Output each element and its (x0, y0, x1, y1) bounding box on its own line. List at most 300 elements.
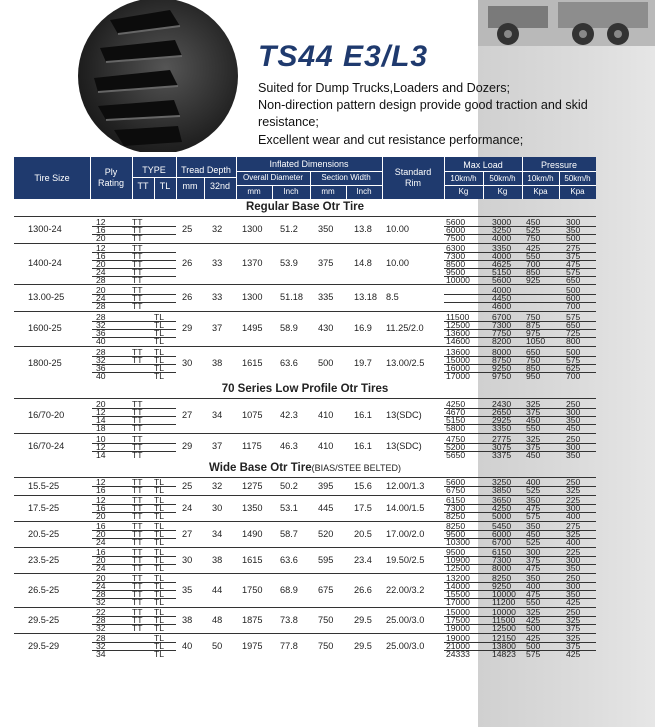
ply-rating: 24 (96, 293, 106, 303)
pressure-10: 950 (526, 371, 541, 381)
ply-rating: 12 (96, 495, 106, 505)
type-tl: TL (154, 355, 165, 365)
overall-diameter-inch: 58.7 (280, 529, 298, 539)
pressure-50: 575 (566, 267, 581, 277)
standard-rim: 22.00/3.2 (386, 585, 425, 595)
pressure-50: 325 (566, 529, 581, 539)
pressure-50: 350 (566, 415, 581, 425)
pressure-10: 750 (526, 233, 541, 243)
tire-photo (70, 0, 240, 152)
ply-rating: 16 (96, 251, 106, 261)
max-load-10: 7300 (446, 251, 466, 261)
type-tt: TT (132, 243, 143, 253)
tire-size: 29.5-25 (28, 615, 60, 625)
max-load-50: 8750 (492, 355, 512, 365)
max-load-10: 19000 (446, 633, 470, 643)
type-tl: TL (154, 589, 165, 599)
pressure-50: 650 (566, 320, 581, 330)
col-sw-mm: mm (321, 187, 335, 196)
overall-diameter-inch: 50.2 (280, 481, 298, 491)
max-load-10: 5800 (446, 423, 466, 433)
section-title-text: Wide Base Otr Tire (209, 462, 312, 474)
col-load-50: 50km/h (489, 174, 516, 183)
tire-group (14, 311, 596, 346)
section-width-inch: 16.9 (354, 323, 372, 333)
max-load-10: 11500 (446, 312, 470, 322)
max-load-10: 16000 (446, 363, 470, 373)
type-tl: TL (154, 607, 165, 617)
pressure-10: 525 (526, 225, 541, 235)
pressure-50: 725 (566, 328, 581, 338)
standard-rim: 13(SDC) (386, 441, 422, 451)
tread-32nd: 33 (212, 292, 223, 302)
tread-mm: 29 (182, 323, 193, 333)
section-width-mm: 750 (318, 641, 334, 651)
pressure-50: 300 (566, 555, 581, 565)
pressure-10: 450 (526, 415, 541, 425)
pressure-50: 350 (566, 589, 581, 599)
tire-group (14, 284, 596, 311)
pressure-50: 250 (566, 399, 581, 409)
type-tt: TT (132, 415, 143, 425)
overall-diameter-inch: 77.8 (280, 641, 298, 651)
max-load-50: 9750 (492, 371, 512, 381)
tire-size: 17.5-25 (28, 503, 60, 513)
overall-diameter-mm: 1750 (242, 585, 263, 595)
pressure-50: 300 (566, 581, 581, 591)
section-width-inch: 20.5 (354, 529, 372, 539)
pressure-50: 350 (566, 563, 581, 573)
ply-rating: 32 (96, 597, 106, 607)
tread-32nd: 48 (212, 615, 223, 625)
ply-rating: 20 (96, 573, 106, 583)
type-tt: TT (132, 623, 143, 633)
max-load-50: 3000 (492, 217, 512, 227)
pressure-10: 450 (526, 450, 541, 460)
type-tt: TT (132, 251, 143, 261)
pressure-50: 425 (566, 649, 581, 659)
pressure-50: 400 (566, 537, 581, 547)
col-tt: TT (137, 181, 149, 191)
max-load-10: 7300 (446, 503, 466, 513)
type-tt: TT (132, 450, 143, 460)
table-row (14, 372, 596, 380)
col-pressure-10: 10km/h (527, 174, 554, 183)
table-row (14, 650, 596, 658)
pressure-10: 350 (526, 573, 541, 583)
max-load-10: 17500 (446, 615, 470, 625)
ply-rating: 20 (96, 399, 106, 409)
overall-diameter-inch: 46.3 (280, 441, 298, 451)
tread-mm: 27 (182, 410, 193, 420)
max-load-10: 24333 (446, 649, 470, 659)
col-load-kg-10: Kg (458, 187, 469, 196)
tread-mm: 38 (182, 615, 193, 625)
col-mm: mm (182, 181, 198, 191)
ply-rating: 20 (96, 555, 106, 565)
pressure-10: 350 (526, 521, 541, 531)
type-tl: TL (154, 477, 165, 487)
tread-32nd: 34 (212, 529, 223, 539)
ply-rating: 12 (96, 217, 106, 227)
section-width-mm: 430 (318, 323, 334, 333)
type-tt: TT (132, 301, 143, 311)
max-load-10: 10300 (446, 537, 470, 547)
tire-size: 26.5-25 (28, 585, 60, 595)
pressure-50: 700 (566, 301, 581, 311)
pressure-10: 975 (526, 328, 541, 338)
description-line: resistance; (258, 115, 319, 130)
type-tl: TL (154, 597, 165, 607)
pressure-10: 1050 (526, 336, 546, 346)
ply-rating: 10 (96, 434, 106, 444)
pressure-10: 475 (526, 563, 541, 573)
pressure-50: 325 (566, 633, 581, 643)
max-load-10: 12500 (446, 563, 470, 573)
type-tt: TT (132, 285, 143, 295)
pressure-50: 350 (566, 225, 581, 235)
tire-size: 16/70-20 (28, 410, 65, 420)
tread-32nd: 30 (212, 503, 223, 513)
pressure-50: 500 (566, 347, 581, 357)
overall-diameter-mm: 1975 (242, 641, 263, 651)
max-load-50: 4450 (492, 293, 512, 303)
max-load-50: 7300 (492, 320, 512, 330)
section-width-mm: 595 (318, 555, 334, 565)
tread-32nd: 38 (212, 555, 223, 565)
tread-mm: 30 (182, 358, 193, 368)
type-tt: TT (132, 563, 143, 573)
max-load-10: 5600 (446, 477, 466, 487)
pressure-10: 700 (526, 259, 541, 269)
max-load-50: 9250 (492, 581, 512, 591)
pressure-10: 500 (526, 641, 541, 651)
max-load-10: 6150 (446, 495, 466, 505)
pressure-10: 875 (526, 320, 541, 330)
pressure-50: 225 (566, 495, 581, 505)
tire-group (14, 243, 596, 284)
max-load-10: 5200 (446, 442, 466, 452)
ply-rating: 12 (96, 243, 106, 253)
type-tt: TT (132, 423, 143, 433)
max-load-10: 19000 (446, 623, 470, 633)
max-load-50: 3350 (492, 423, 512, 433)
ply-rating: 16 (96, 547, 106, 557)
max-load-10: 4670 (446, 407, 466, 417)
section-title (14, 460, 596, 477)
overall-diameter-inch: 53.9 (280, 258, 298, 268)
col-sw-inch: Inch (356, 187, 372, 196)
standard-rim: 19.50/2.5 (386, 555, 425, 565)
pressure-50: 300 (566, 503, 581, 513)
type-tl: TL (154, 371, 165, 381)
tread-mm: 27 (182, 529, 193, 539)
tire-size: 23.5-25 (28, 555, 60, 565)
ply-rating: 12 (96, 477, 106, 487)
pressure-50: 275 (566, 521, 581, 531)
section-width-inch: 23.4 (354, 555, 372, 565)
page-title: TS44 E3/L3 (258, 40, 429, 73)
pressure-10: 400 (526, 581, 541, 591)
type-tt: TT (132, 267, 143, 277)
section-title (14, 199, 596, 216)
tire-group (14, 216, 596, 243)
overall-diameter-inch: 63.6 (280, 358, 298, 368)
max-load-50: 4000 (492, 251, 512, 261)
pressure-50: 250 (566, 607, 581, 617)
max-load-10: 15000 (446, 355, 470, 365)
tread-mm: 30 (182, 555, 193, 565)
pressure-50: 500 (566, 233, 581, 243)
pressure-50: 450 (566, 423, 581, 433)
type-tl: TL (154, 563, 165, 573)
ply-rating: 36 (96, 363, 106, 373)
tire-group (14, 547, 596, 573)
max-load-50: 7300 (492, 555, 512, 565)
overall-diameter-inch: 53.1 (280, 503, 298, 513)
ply-rating: 28 (96, 301, 106, 311)
max-load-10: 15500 (446, 589, 470, 599)
max-load-10: 13600 (446, 347, 470, 357)
ply-rating: 18 (96, 423, 106, 433)
max-load-50: 5450 (492, 521, 512, 531)
table-row (14, 624, 596, 632)
tire-group (14, 607, 596, 633)
tire-group (14, 521, 596, 547)
max-load-50: 5000 (492, 511, 512, 521)
ply-rating: 32 (96, 641, 106, 651)
max-load-10: 9500 (446, 267, 466, 277)
ply-rating: 28 (96, 347, 106, 357)
section-subtitle: (BIAS/STEE BELTED) (311, 463, 401, 473)
max-load-50: 6700 (492, 537, 512, 547)
pressure-10: 375 (526, 442, 541, 452)
max-load-50: 3250 (492, 225, 512, 235)
section-width-mm: 520 (318, 529, 334, 539)
max-load-10: 5150 (446, 415, 466, 425)
tire-group (14, 573, 596, 607)
type-tl: TL (154, 363, 165, 373)
pressure-50: 375 (566, 641, 581, 651)
max-load-50: 2775 (492, 434, 512, 444)
tread-32nd: 34 (212, 410, 223, 420)
pressure-10: 325 (526, 434, 541, 444)
type-tt: TT (132, 607, 143, 617)
section-width-inch: 16.1 (354, 441, 372, 451)
overall-diameter-mm: 1615 (242, 555, 263, 565)
tire-size: 1800-25 (28, 358, 62, 368)
section-width-inch: 26.6 (354, 585, 372, 595)
overall-diameter-inch: 63.6 (280, 555, 298, 565)
type-tl: TL (154, 521, 165, 531)
tread-32nd: 32 (212, 224, 223, 234)
type-tt: TT (132, 485, 143, 495)
tread-mm: 24 (182, 503, 193, 513)
pressure-10: 400 (526, 477, 541, 487)
type-tt: TT (132, 407, 143, 417)
type-tl: TL (154, 347, 165, 357)
type-tt: TT (132, 521, 143, 531)
standard-rim: 13.00/2.5 (386, 358, 425, 368)
section-width-inch: 29.5 (354, 641, 372, 651)
type-tt: TT (132, 573, 143, 583)
pressure-50: 250 (566, 434, 581, 444)
ply-rating: 40 (96, 336, 106, 346)
max-load-50: 3650 (492, 495, 512, 505)
max-load-50: 2650 (492, 407, 512, 417)
type-tt: TT (132, 537, 143, 547)
tread-mm: 26 (182, 258, 193, 268)
max-load-50: 3850 (492, 485, 512, 495)
col-max-load: Max Load (463, 160, 503, 170)
col-overall-diameter: Overall Diameter (242, 173, 303, 182)
type-tl: TL (154, 573, 165, 583)
section-width-inch: 29.5 (354, 615, 372, 625)
section-width-mm: 445 (318, 503, 334, 513)
col-tl: TL (159, 181, 171, 191)
ply-rating: 34 (96, 649, 106, 659)
overall-diameter-mm: 1350 (242, 503, 263, 513)
tread-32nd: 44 (212, 585, 223, 595)
type-tt: TT (132, 495, 143, 505)
section-width-inch: 14.8 (354, 258, 372, 268)
pressure-10: 475 (526, 503, 541, 513)
type-tt: TT (132, 347, 143, 357)
type-tt: TT (132, 477, 143, 487)
type-tt: TT (132, 597, 143, 607)
col-tire-size: Tire Size (34, 173, 70, 183)
type-tl: TL (154, 485, 165, 495)
type-tt: TT (132, 434, 143, 444)
col-pressure-50: 50km/h (564, 174, 591, 183)
max-load-10: 12500 (446, 320, 470, 330)
tire-size: 1300-24 (28, 224, 62, 234)
pressure-10: 375 (526, 407, 541, 417)
section-width-mm: 675 (318, 585, 334, 595)
type-tl: TL (154, 547, 165, 557)
pressure-10: 375 (526, 555, 541, 565)
tire-group (14, 495, 596, 521)
section-width-inch: 19.7 (354, 358, 372, 368)
max-load-10: 6300 (446, 243, 466, 253)
overall-diameter-inch: 51.2 (280, 224, 298, 234)
overall-diameter-mm: 1495 (242, 323, 263, 333)
spec-table (14, 157, 596, 659)
type-tt: TT (132, 511, 143, 521)
overall-diameter-inch: 68.9 (280, 585, 298, 595)
type-tl: TL (154, 511, 165, 521)
max-load-50: 4000 (492, 233, 512, 243)
col-section-width: Section Width (321, 173, 371, 182)
pressure-50: 325 (566, 485, 581, 495)
pressure-50: 225 (566, 547, 581, 557)
max-load-10: 13200 (446, 573, 470, 583)
type-tt: TT (132, 225, 143, 235)
pressure-50: 250 (566, 477, 581, 487)
section-width-mm: 395 (318, 481, 334, 491)
table-row (14, 234, 596, 242)
description-line: Non-direction pattern design provide good traction and skid (258, 98, 588, 113)
ply-rating: 24 (96, 537, 106, 547)
max-load-10: 5600 (446, 217, 466, 227)
max-load-50: 10000 (492, 589, 516, 599)
max-load-10: 17000 (446, 371, 470, 381)
section-width-mm: 335 (318, 292, 334, 302)
pressure-10: 750 (526, 312, 541, 322)
pressure-10: 425 (526, 633, 541, 643)
overall-diameter-mm: 1370 (242, 258, 263, 268)
max-load-10: 14000 (446, 581, 470, 591)
max-load-50: 10000 (492, 607, 516, 617)
pressure-50: 325 (566, 615, 581, 625)
type-tt: TT (132, 217, 143, 227)
col-od-mm: mm (247, 187, 261, 196)
max-load-50: 4625 (492, 259, 512, 269)
section-width-mm: 750 (318, 615, 334, 625)
type-tt: TT (132, 581, 143, 591)
ply-rating: 28 (96, 312, 106, 322)
max-load-10: 8500 (446, 259, 466, 269)
table-header (14, 157, 596, 199)
standard-rim: 10.00 (386, 258, 409, 268)
tread-32nd: 37 (212, 441, 223, 451)
max-load-50: 9250 (492, 363, 512, 373)
ply-rating: 12 (96, 442, 106, 452)
standard-rim: 11.25/2.0 (386, 323, 424, 333)
type-tl: TL (154, 641, 165, 651)
tire-size: 20.5-25 (28, 529, 60, 539)
ply-rating: 28 (96, 615, 106, 625)
max-load-50: 8000 (492, 347, 512, 357)
pressure-10: 450 (526, 217, 541, 227)
max-load-50: 2430 (492, 399, 512, 409)
max-load-50: 11200 (492, 597, 516, 607)
pressure-10: 525 (526, 537, 541, 547)
max-load-50: 8200 (492, 336, 512, 346)
overall-diameter-mm: 1075 (242, 410, 263, 420)
max-load-10: 10900 (446, 555, 470, 565)
section-title-text: 70 Series Low Profile Otr Tires (221, 383, 389, 395)
max-load-10: 21000 (446, 641, 470, 651)
type-tl: TL (154, 623, 165, 633)
ply-rating: 16 (96, 521, 106, 531)
max-load-50: 4000 (492, 285, 512, 295)
ply-rating: 20 (96, 511, 106, 521)
standard-rim: 17.00/2.0 (386, 529, 425, 539)
table-row (14, 451, 596, 459)
col-type: TYPE (142, 165, 166, 175)
ply-rating: 28 (96, 633, 106, 643)
type-tl: TL (154, 633, 165, 643)
type-tl: TL (154, 495, 165, 505)
type-tl: TL (154, 615, 165, 625)
ply-rating: 28 (96, 275, 106, 285)
ply-rating: 16 (96, 225, 106, 235)
type-tl: TL (154, 320, 165, 330)
type-tt: TT (132, 275, 143, 285)
max-load-10: 15000 (446, 607, 470, 617)
type-tt: TT (132, 259, 143, 269)
pressure-50: 300 (566, 442, 581, 452)
pressure-10: 425 (526, 615, 541, 625)
section-width-inch: 13.8 (354, 224, 372, 234)
type-tl: TL (154, 537, 165, 547)
pressure-10: 425 (526, 243, 541, 253)
pressure-50: 275 (566, 243, 581, 253)
max-load-10: 6000 (446, 225, 466, 235)
max-load-50: 13800 (492, 641, 516, 651)
ply-rating: 14 (96, 415, 106, 425)
